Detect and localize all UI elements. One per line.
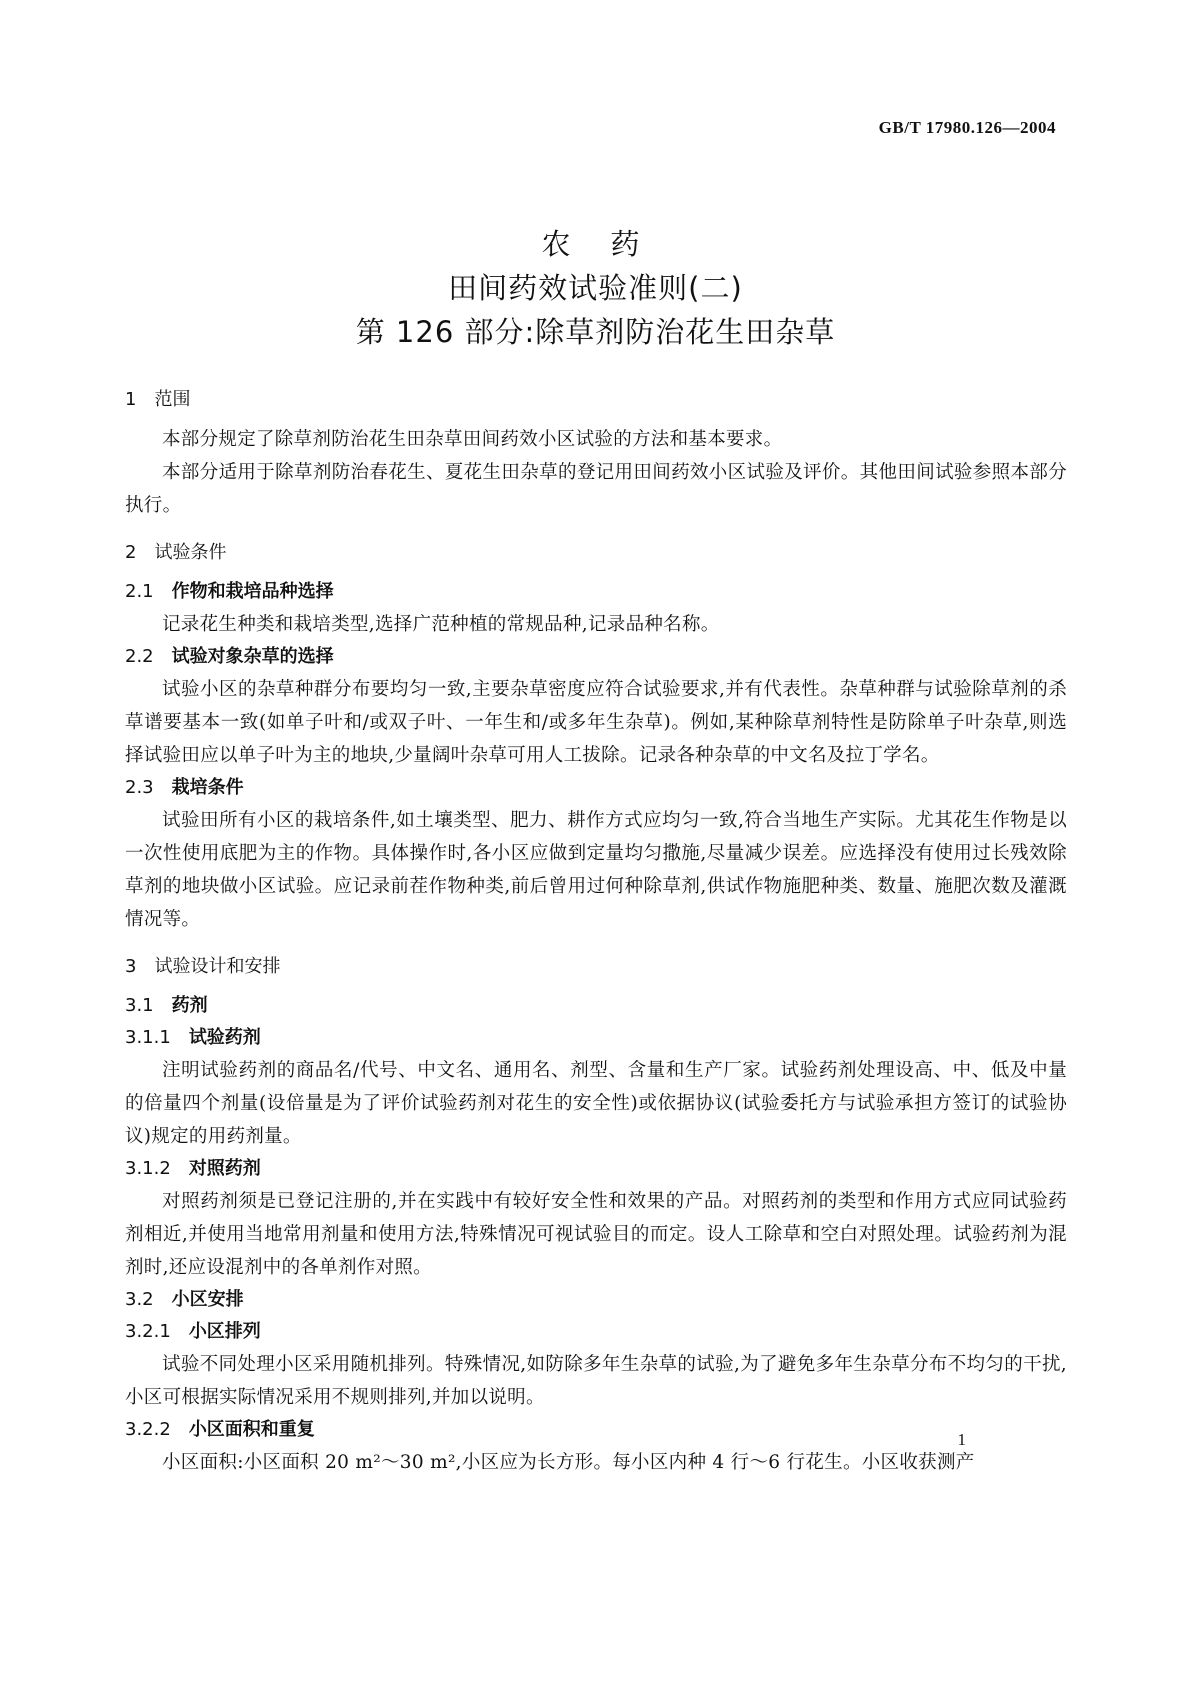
subsection-heading-3-1-2: 3.1.2 对照药剂 — [125, 1158, 261, 1179]
subsection-heading-2-3: 2.3 栽培条件 — [125, 777, 244, 798]
subsection-heading-2-2: 2.2 试验对象杂草的选择 — [125, 646, 334, 667]
document-title — [0, 222, 1191, 354]
title-line-3: 第 126 部分:除草剂防治花生田杂草 — [355, 315, 836, 349]
paragraph: 试验不同处理小区采用随机排列。特殊情况,如防除多年生杂草的试验,为了避免多年生杂草分布不均匀的干扰,小区可根据实际情况采用不规则排列,并加以说明。 — [125, 1354, 1067, 1408]
standard-code: GB/T 17980.126—2004 — [878, 118, 1056, 137]
paragraph: 注明试验药剂的商品名/代号、中文名、通用名、剂型、含量和生产厂家。试验药剂处理设高、中、低及中量的倍量四个剂量(设倍量是为了评价试验药剂对花生的安全性)或依据协议(试验委托方与试验承担方签订的试验协议)规定的用药剂量。 — [125, 1060, 1067, 1147]
paragraph: 记录花生种类和栽培类型,选择广范种植的常规品种,记录品种名称。 — [162, 614, 720, 635]
subsection-heading-3-2-2: 3.2.2 小区面积和重复 — [125, 1419, 315, 1440]
title-line-1: 农药 — [541, 227, 680, 261]
section-heading-1: 1 范围 — [125, 389, 191, 410]
title-line-2: 田间药效试验准则(二) — [448, 271, 743, 305]
section-heading-2: 2 试验条件 — [125, 542, 227, 563]
subsection-heading-3-2-1: 3.2.1 小区排列 — [125, 1321, 261, 1342]
subsection-heading-3-1: 3.1 药剂 — [125, 995, 208, 1016]
paragraph: 试验田所有小区的栽培条件,如土壤类型、肥力、耕作方式应均匀一致,符合当地生产实际。尤其花生作物是以一次性使用底肥为主的作物。具体操作时,各小区应做到定量均匀撒施,尽量减少误差。应选择没有使用过长残效除草剂的地块做小区试验。应记录前茬作物种类,前后曾用过何种除草剂,供试作物施肥种类、数量、施肥次数及灌溉情况等。 — [125, 810, 1067, 930]
paragraph: 本部分适用于除草剂防治春花生、夏花生田杂草的登记用田间药效小区试验及评价。其他田间试验参照本部分执行。 — [125, 462, 1067, 516]
paragraph: 对照药剂须是已登记注册的,并在实践中有较好安全性和效果的产品。对照药剂的类型和作用方式应同试验药剂相近,并使用当地常用剂量和使用方法,特殊情况可视试验目的而定。设人工除草和空白对照处理。试验药剂为混剂时,还应设混剂中的各单剂作对照。 — [125, 1191, 1067, 1278]
subsection-heading-3-2: 3.2 小区安排 — [125, 1289, 244, 1310]
document-body — [125, 383, 1067, 1479]
subsection-heading-3-1-1: 3.1.1 试验药剂 — [125, 1027, 261, 1048]
paragraph: 本部分规定了除草剂防治花生田杂草田间药效小区试验的方法和基本要求。 — [162, 429, 783, 450]
subsection-heading-2-1: 2.1 作物和栽培品种选择 — [125, 581, 334, 602]
paragraph: 小区面积:小区面积 20 m²～30 m²,小区应为长方形。每小区内种 4 行～6 行花生。小区收获测产 — [162, 1452, 975, 1473]
page-number: 1 — [957, 1430, 966, 1449]
section-heading-3: 3 试验设计和安排 — [125, 956, 281, 977]
paragraph: 试验小区的杂草种群分布要均匀一致,主要杂草密度应符合试验要求,并有代表性。杂草种群与试验除草剂的杀草谱要基本一致(如单子叶和/或双子叶、一年生和/或多年生杂草)。例如,某种除草剂特性是防除单子叶杂草,则选择试验田应以单子叶为主的地块,少量阔叶杂草可用人工拔除。记录各种杂草的中文名及拉丁学名。 — [125, 679, 1067, 766]
